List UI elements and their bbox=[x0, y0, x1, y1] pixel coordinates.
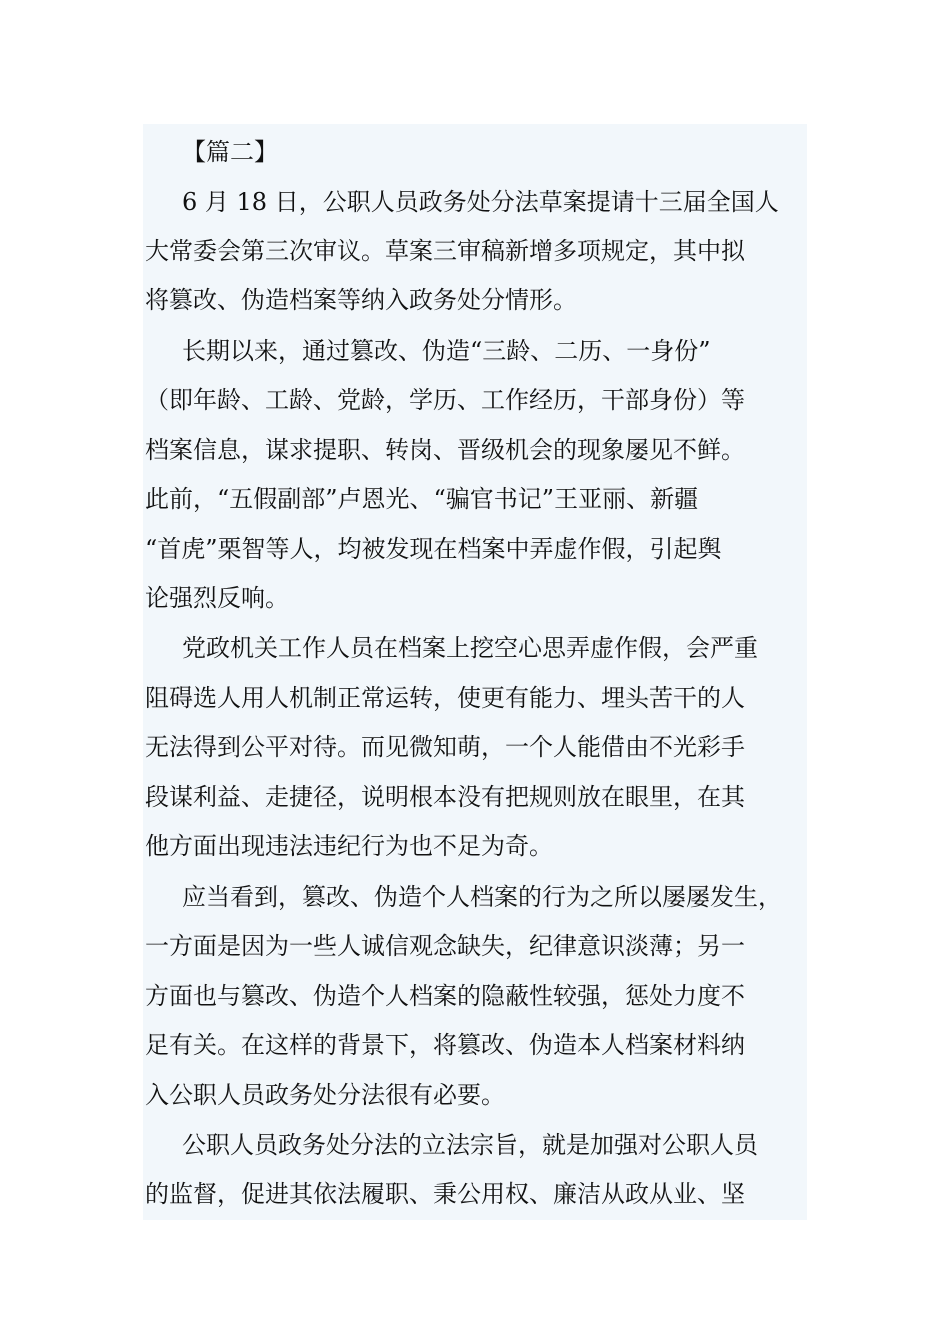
paragraph-line: 此前，“五假副部”卢恩光、“骗官书记”王亚丽、新疆 bbox=[145, 485, 699, 513]
paragraph-line: 将篡改、伪造档案等纳入政务处分情形。 bbox=[145, 286, 577, 314]
paragraph-line: （即年龄、工龄、党龄，学历、工作经历，干部身份）等 bbox=[145, 386, 745, 414]
paragraph-line: 6 月 18 日，公职人员政务处分法草案提请十三届全国人 bbox=[182, 188, 779, 216]
paragraph-line: 党政机关工作人员在档案上挖空心思弄虚作假，会严重 bbox=[182, 634, 758, 662]
paragraph-line: 他方面出现违法违纪行为也不足为奇。 bbox=[145, 832, 553, 860]
paragraph-line: 的监督，促进其依法履职、秉公用权、廉洁从政从业、坚 bbox=[145, 1180, 745, 1208]
paragraph-line: 入公职人员政务处分法很有必要。 bbox=[145, 1081, 505, 1109]
paragraph-line: 无法得到公平对待。而见微知萌，一个人能借由不光彩手 bbox=[145, 733, 745, 761]
paragraph-line: 方面也与篡改、伪造个人档案的隐蔽性较强，惩处力度不 bbox=[145, 982, 745, 1010]
paragraph-line: 长期以来，通过篡改、伪造“三龄、二历、一身份” bbox=[182, 337, 711, 365]
section-heading: 【篇二】 bbox=[182, 138, 278, 166]
paragraph-line: 大常委会第三次审议。草案三审稿新增多项规定，其中拟 bbox=[145, 237, 745, 265]
paragraph-line: 应当看到，篡改、伪造个人档案的行为之所以屡屡发生， bbox=[182, 883, 782, 911]
paragraph-line: 足有关。在这样的背景下，将篡改、伪造本人档案材料纳 bbox=[145, 1031, 745, 1059]
paragraph-line: 档案信息，谋求提职、转岗、晋级机会的现象屡见不鲜。 bbox=[145, 436, 745, 464]
paragraph-line: 论强烈反响。 bbox=[145, 584, 289, 612]
paragraph-line: 公职人员政务处分法的立法宗旨，就是加强对公职人员 bbox=[182, 1131, 758, 1159]
paragraph-line: 段谋利益、走捷径，说明根本没有把规则放在眼里，在其 bbox=[145, 783, 745, 811]
paragraph-line: 一方面是因为一些人诚信观念缺失，纪律意识淡薄；另一 bbox=[145, 932, 745, 960]
paragraph-line: 阻碍选人用人机制正常运转，使更有能力、埋头苦干的人 bbox=[145, 684, 745, 712]
paragraph-line: “首虎”栗智等人，均被发现在档案中弄虚作假，引起舆 bbox=[145, 535, 722, 563]
